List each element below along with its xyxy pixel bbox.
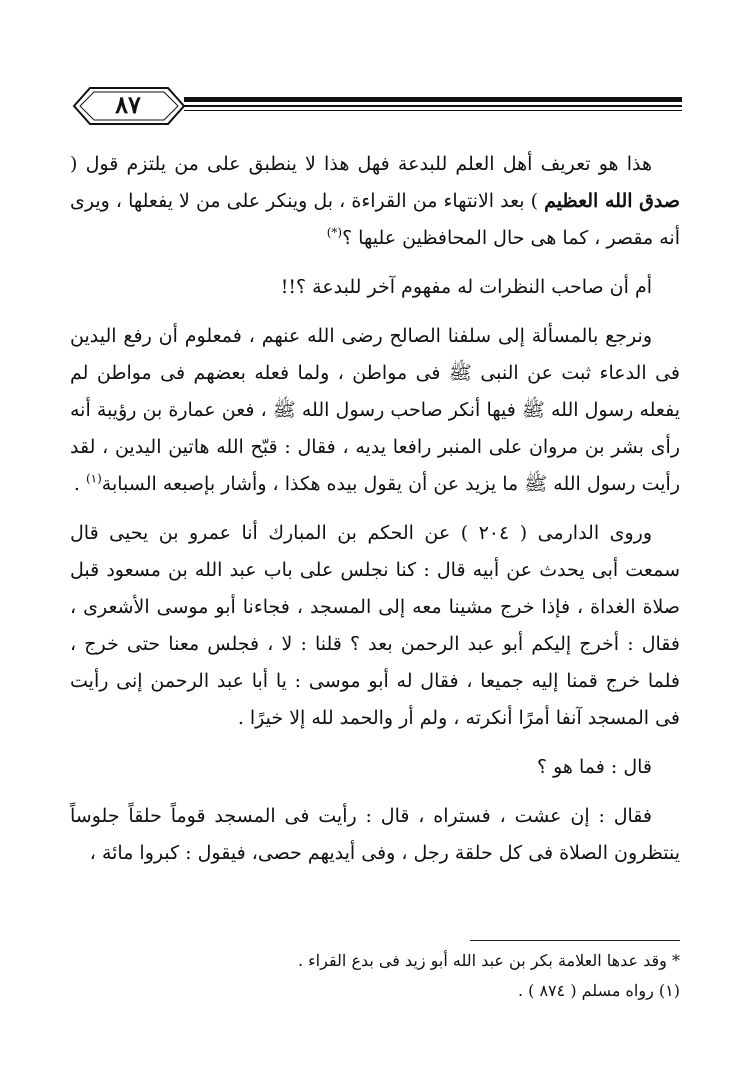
text-segment: ) بعد الانتهاء من القراءة ، بل وينكر على من لا يفعلها ، ويرى أنه مقصر ، كما هى حال المحافظين عليها ؟: [70, 190, 680, 249]
main-text: [70, 146, 680, 872]
text-segment: .: [73, 473, 86, 495]
text-segment: هذا هو تعريف أهل العلم للبدعة فهل هذا لا ينطبق على من يلتزم قول (: [70, 153, 652, 175]
text-segment: وروى الدارمى ( ٢٠٤ ) عن الحكم بن المبارك أنا عمرو بن يحيى قال سمعت أبى يحدث عن أبيه قال : كنا نجلس على باب عبد الله بن مسعود قبل صلاة الغداة ، فإذا خرج مشينا معه إلى المسجد ، فجاءنا أبو موسى الأشعرى ، فقال : أخرج إليكم أبو عبد الرحمن بعد ؟ قلنا : لا ، فجلس معنا حتى خرج ، فلما خرج قمنا إليه جميعا ، فقال له أبو موسى : يا أبا عبد الرحمن إنى رأيت فى المسجد آنفا أمرًا أنكرته ، ولم أر والحمد لله إلا خيرًا .: [70, 522, 680, 729]
paragraph-3: [70, 318, 680, 503]
paragraph-4: [70, 515, 680, 737]
text-segment: فقال : إن عشت ، فستراه ، قال : رأيت فى المسجد قوماً حلقاً جلوساً ينتظرون الصلاة فى كل حلقة رجل ، وفى أيديهم حصى، فيقول : كبروا مائة ،: [70, 805, 680, 864]
footnote-ref-1: (١): [85, 471, 102, 486]
page-number: ٨٧: [115, 90, 141, 119]
footnotes: [70, 946, 680, 1006]
paragraph-5: [70, 749, 680, 786]
footnote-marker: (١): [658, 981, 680, 1000]
paragraph-6: [70, 798, 680, 872]
text-segment: ونرجع بالمسألة إلى سلفنا الصالح رضى الله عنهم ، فمعلوم أن رفع اليدين فى الدعاء ثبت عن النبى ﷺ فى مواطن ، ولما فعله بعضهم فى مواطن لم يفعله رسول الله ﷺ فيها أنكر صاحب رسول الله ﷺ ، فعن عمارة بن رؤيبة أنه رأى بشر بن مروان على المنبر رافعا يديه ، فقال : قبّح الله هاتين اليدين ، لقد رأيت رسول الله ﷺ ما يزيد عن أن يقول بيده هكذا ، وأشار بإصبعه السبابة: [70, 325, 680, 495]
footnote-divider: [470, 940, 680, 941]
quoted-phrase: صدق الله العظيم: [544, 190, 680, 212]
text-segment: أم أن صاحب النظرات له مفهوم آخر للبدعة ؟!!: [280, 276, 652, 298]
paragraph-2: [70, 269, 680, 306]
footnote-1: [70, 976, 680, 1006]
text-segment: قال : فما هو ؟: [536, 756, 652, 778]
footnote-ref-star: (*): [326, 225, 343, 240]
footnote-star: [70, 946, 680, 976]
paragraph-1: [70, 146, 680, 257]
footnote-text: رواه مسلم ( ٨٧٤ ) .: [517, 981, 654, 1000]
page-header: [72, 86, 682, 126]
footnote-text: وقد عدها العلامة بكر بن عبد الله أبو زيد فى بدع القراء .: [297, 951, 667, 970]
footnote-marker: *: [672, 951, 680, 970]
